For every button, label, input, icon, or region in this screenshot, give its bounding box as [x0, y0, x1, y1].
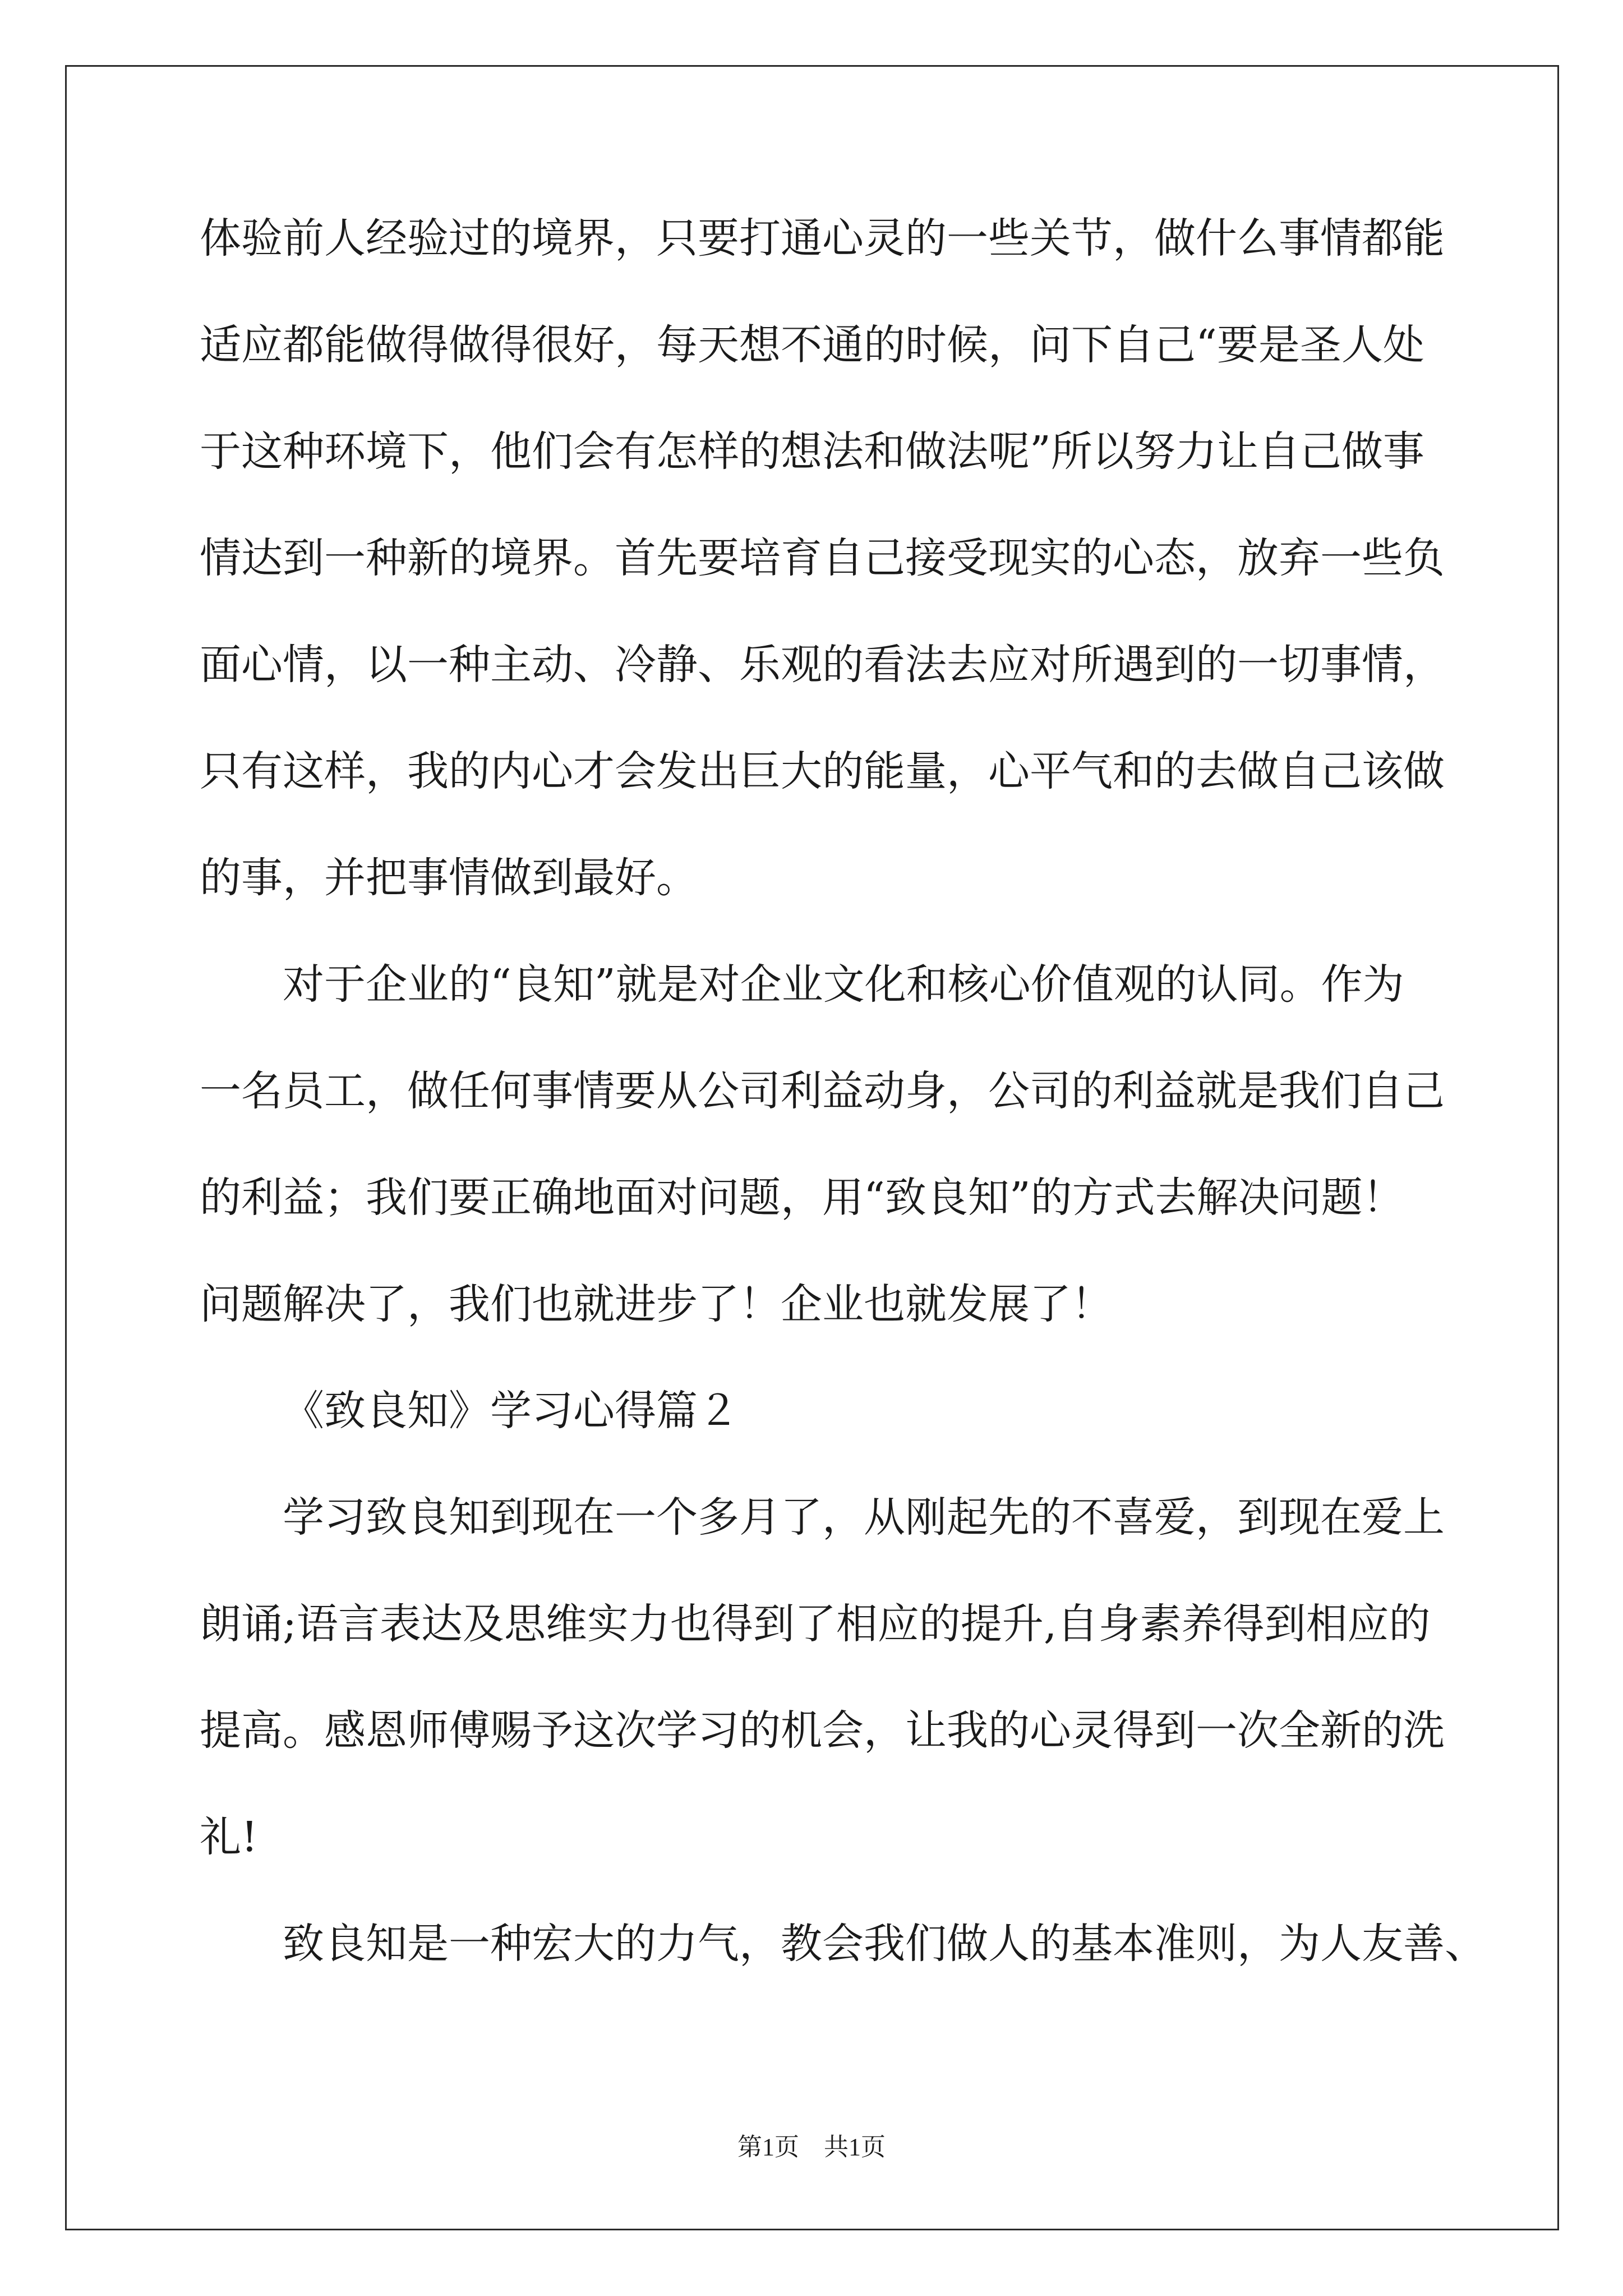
page-footer: 第1页 共1页: [737, 2133, 886, 2161]
paragraph-start-line: 学习致良知到现在一个多月了，从刚起先的不喜爱，到现在爱上: [283, 1493, 1445, 1542]
page-border: [65, 65, 1559, 2230]
text-line: 的利益；我们要正确地面对问题，用“致良知”的方式去解决问题！: [200, 1174, 1404, 1222]
paragraph-start-line: 对于企业的“良知”就是对企业文化和核心价值观的认同。作为: [283, 960, 1404, 1009]
text-line: 问题解决了，我们也就进步了！企业也就发展了！: [200, 1280, 1113, 1328]
text-line: 体验前人经验过的境界，只要打通心灵的一些关节，做什么事情都能: [200, 214, 1445, 263]
text-line: 面心情，以一种主动、冷静、乐观的看法去应对所遇到的一切事情，: [200, 641, 1445, 689]
section-heading: 《致良知》学习心得篇２: [283, 1387, 739, 1435]
text-line: 礼!: [200, 1813, 258, 1861]
text-line: 于这种环境下，他们会有怎样的想法和做法呢”所以努力让自己做事: [200, 427, 1424, 476]
text-line: 朗诵;语言表达及思维实力也得到了相应的提升,自身素养得到相应的: [200, 1600, 1431, 1648]
text-line: 情达到一种新的境界。首先要培育自己接受现实的心态，放弃一些负: [200, 534, 1445, 582]
paragraph-start-line: 致良知是一种宏大的力气，教会我们做人的基本准则，为人友善、: [283, 1920, 1486, 1968]
text-line: 适应都能做得做得很好，每天想不通的时候，问下自己“要是圣人处: [200, 321, 1424, 369]
text-line: 的事，并把事情做到最好。: [200, 854, 698, 902]
text-line: 提高。感恩师傅赐予这次学习的机会，让我的心灵得到一次全新的洗: [200, 1706, 1445, 1755]
text-line: 只有这样，我的内心才会发出巨大的能量，心平气和的去做自己该做: [200, 747, 1445, 795]
text-line: 一名员工，做任何事情要从公司利益动身，公司的利益就是我们自己: [200, 1067, 1445, 1115]
